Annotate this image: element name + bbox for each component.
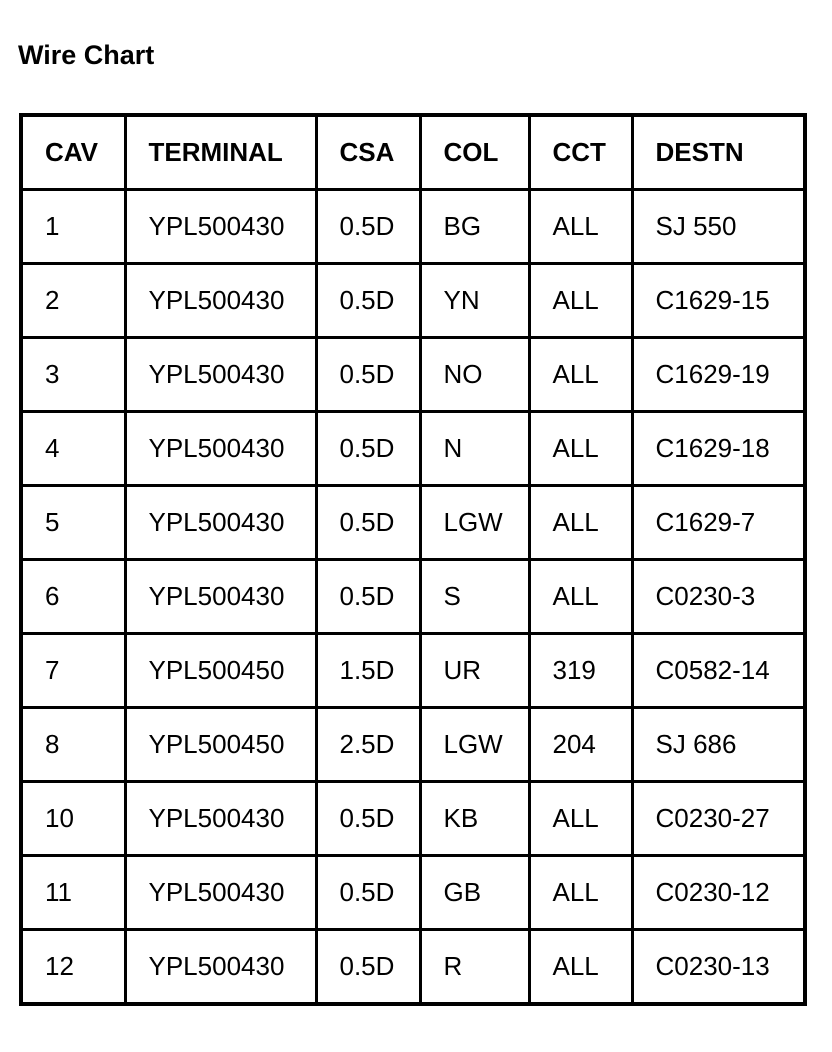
cell-cav: 2	[21, 264, 125, 338]
cell-terminal: YPL500450	[125, 708, 316, 782]
column-header-cct: CCT	[529, 115, 632, 190]
cell-terminal: YPL500430	[125, 412, 316, 486]
cell-cav: 3	[21, 338, 125, 412]
column-header-csa: CSA	[316, 115, 420, 190]
cell-csa: 1.5D	[316, 634, 420, 708]
cell-terminal: YPL500430	[125, 264, 316, 338]
table-row	[21, 338, 805, 412]
cell-terminal: YPL500450	[125, 634, 316, 708]
cell-terminal: YPL500430	[125, 930, 316, 1005]
cell-cct: ALL	[529, 486, 632, 560]
cell-terminal: YPL500430	[125, 486, 316, 560]
cell-terminal: YPL500430	[125, 190, 316, 264]
cell-destn: C0230-27	[632, 782, 805, 856]
cell-cav: 10	[21, 782, 125, 856]
cell-col: S	[420, 560, 529, 634]
cell-cav: 1	[21, 190, 125, 264]
table-header-row	[21, 115, 805, 190]
cell-csa: 2.5D	[316, 708, 420, 782]
cell-csa: 0.5D	[316, 486, 420, 560]
cell-col: LGW	[420, 708, 529, 782]
cell-cct: ALL	[529, 782, 632, 856]
cell-destn: C0230-13	[632, 930, 805, 1005]
table-row	[21, 708, 805, 782]
cell-destn: C0582-14	[632, 634, 805, 708]
column-header-cav: CAV	[21, 115, 125, 190]
table-row	[21, 560, 805, 634]
cell-terminal: YPL500430	[125, 856, 316, 930]
cell-col: LGW	[420, 486, 529, 560]
table-row	[21, 412, 805, 486]
cell-col: N	[420, 412, 529, 486]
cell-cct: ALL	[529, 856, 632, 930]
cell-destn: C1629-7	[632, 486, 805, 560]
cell-cct: 204	[529, 708, 632, 782]
cell-destn: SJ 550	[632, 190, 805, 264]
page-title: Wire Chart	[18, 40, 155, 70]
cell-col: NO	[420, 338, 529, 412]
cell-cav: 6	[21, 560, 125, 634]
table-row	[21, 634, 805, 708]
cell-terminal: YPL500430	[125, 782, 316, 856]
cell-csa: 0.5D	[316, 856, 420, 930]
cell-cct: ALL	[529, 190, 632, 264]
cell-col: UR	[420, 634, 529, 708]
cell-cct: ALL	[529, 930, 632, 1005]
table-row	[21, 782, 805, 856]
table-row	[21, 264, 805, 338]
cell-col: BG	[420, 190, 529, 264]
cell-cct: 319	[529, 634, 632, 708]
cell-cav: 12	[21, 930, 125, 1005]
cell-col: KB	[420, 782, 529, 856]
cell-csa: 0.5D	[316, 782, 420, 856]
cell-csa: 0.5D	[316, 190, 420, 264]
table-row	[21, 190, 805, 264]
column-header-terminal: TERMINAL	[125, 115, 316, 190]
cell-csa: 0.5D	[316, 930, 420, 1005]
cell-destn: C1629-15	[632, 264, 805, 338]
table-row	[21, 486, 805, 560]
cell-cav: 5	[21, 486, 125, 560]
table-row	[21, 856, 805, 930]
wire-chart-table	[19, 113, 807, 1006]
table-row	[21, 930, 805, 1005]
cell-cav: 4	[21, 412, 125, 486]
cell-cct: ALL	[529, 338, 632, 412]
cell-cav: 8	[21, 708, 125, 782]
cell-col: R	[420, 930, 529, 1005]
cell-col: YN	[420, 264, 529, 338]
cell-destn: C0230-12	[632, 856, 805, 930]
cell-cav: 7	[21, 634, 125, 708]
cell-csa: 0.5D	[316, 264, 420, 338]
cell-terminal: YPL500430	[125, 338, 316, 412]
cell-col: GB	[420, 856, 529, 930]
column-header-destn: DESTN	[632, 115, 805, 190]
cell-terminal: YPL500430	[125, 560, 316, 634]
cell-cct: ALL	[529, 412, 632, 486]
cell-destn: C1629-18	[632, 412, 805, 486]
cell-destn: C0230-3	[632, 560, 805, 634]
column-header-col: COL	[420, 115, 529, 190]
cell-cct: ALL	[529, 264, 632, 338]
cell-csa: 0.5D	[316, 412, 420, 486]
cell-destn: C1629-19	[632, 338, 805, 412]
cell-cct: ALL	[529, 560, 632, 634]
cell-destn: SJ 686	[632, 708, 805, 782]
cell-csa: 0.5D	[316, 338, 420, 412]
cell-csa: 0.5D	[316, 560, 420, 634]
cell-cav: 11	[21, 856, 125, 930]
